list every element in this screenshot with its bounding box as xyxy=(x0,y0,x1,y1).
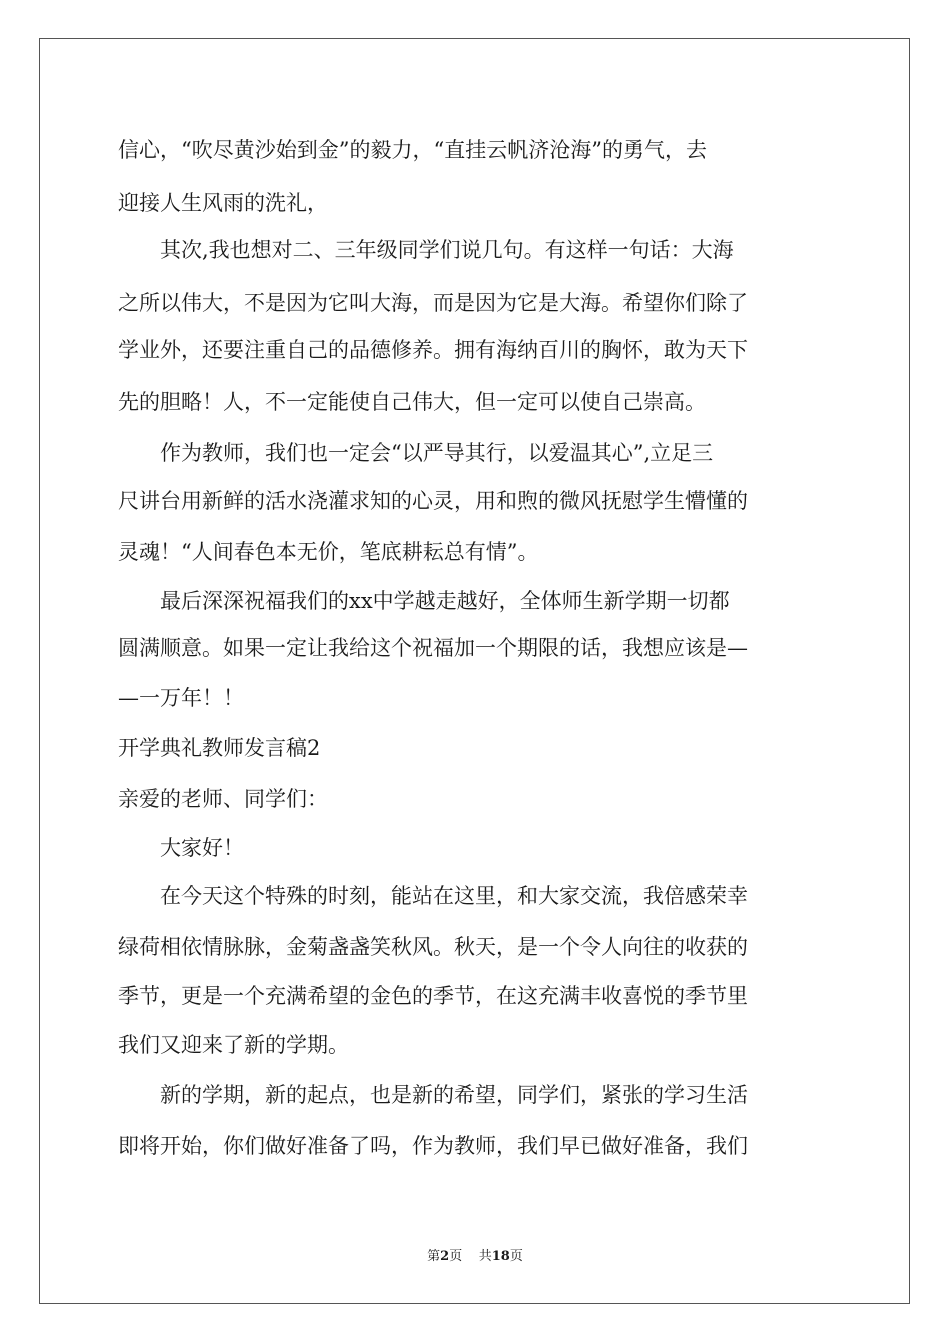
text-line: 在今天这个特殊的时刻，能站在这里，和大家交流，我倍感荣幸 xyxy=(118,884,748,908)
text-line: 迎接人生风雨的洗礼， xyxy=(118,191,328,215)
text-line: 尺讲台用新鲜的活水浇灌求知的心灵，用和煦的微风抚慰学生懵懂的 xyxy=(118,489,748,513)
salutation: 亲爱的老师、同学们： xyxy=(118,787,328,811)
total-suffix: 页 xyxy=(509,1249,523,1264)
text-line: 即将开始，你们做好准备了吗，作为教师，我们早已做好准备，我们 xyxy=(118,1134,748,1158)
page-number: 2 xyxy=(440,1249,450,1264)
page-prefix: 第 xyxy=(427,1249,441,1264)
page-footer xyxy=(0,1248,950,1266)
section-title: 开学典礼教师发言稿2 xyxy=(118,736,321,760)
text-line: 绿荷相依情脉脉，金菊盏盏笑秋风。秋天，是一个令人向往的收获的 xyxy=(118,935,748,959)
text-line: —一万年！！ xyxy=(118,686,244,710)
text-line: 信心，“吹尽黄沙始到金”的毅力，“直挂云帆济沧海”的勇气，去 xyxy=(118,138,707,162)
text-line: 大家好！ xyxy=(118,836,244,860)
total-pages: 18 xyxy=(491,1249,510,1264)
total-prefix: 共 xyxy=(478,1249,492,1264)
text-line: 新的学期，新的起点，也是新的希望，同学们，紧张的学习生活 xyxy=(118,1083,748,1107)
text-line: 学业外，还要注重自己的品德修养。拥有海纳百川的胸怀，敢为天下 xyxy=(118,338,748,362)
text-line: 先的胆略！人，不一定能使自己伟大，但一定可以使自己崇高。 xyxy=(118,390,706,414)
text-line: 其次,我也想对二、三年级同学们说几句。有这样一句话：大海 xyxy=(118,238,734,262)
text-line: 之所以伟大，不是因为它叫大海，而是因为它是大海。希望你们除了 xyxy=(118,291,748,315)
text-line: 最后深深祝福我们的xx中学越走越好，全体师生新学期一切都 xyxy=(118,589,730,613)
text-line: 季节，更是一个充满希望的金色的季节，在这充满丰收喜悦的季节里 xyxy=(118,984,748,1008)
text-line: 灵魂！“人间春色本无价，笔底耕耘总有情”。 xyxy=(118,540,539,564)
text-line: 我们又迎来了新的学期。 xyxy=(118,1033,349,1057)
text-line: 圆满顺意。如果一定让我给这个祝福加一个期限的话，我想应该是— xyxy=(118,636,748,660)
text-line: 作为教师，我们也一定会“以严导其行，以爱温其心”,立足三 xyxy=(118,441,714,465)
page-suffix: 页 xyxy=(449,1249,463,1264)
page-border xyxy=(39,38,910,1304)
